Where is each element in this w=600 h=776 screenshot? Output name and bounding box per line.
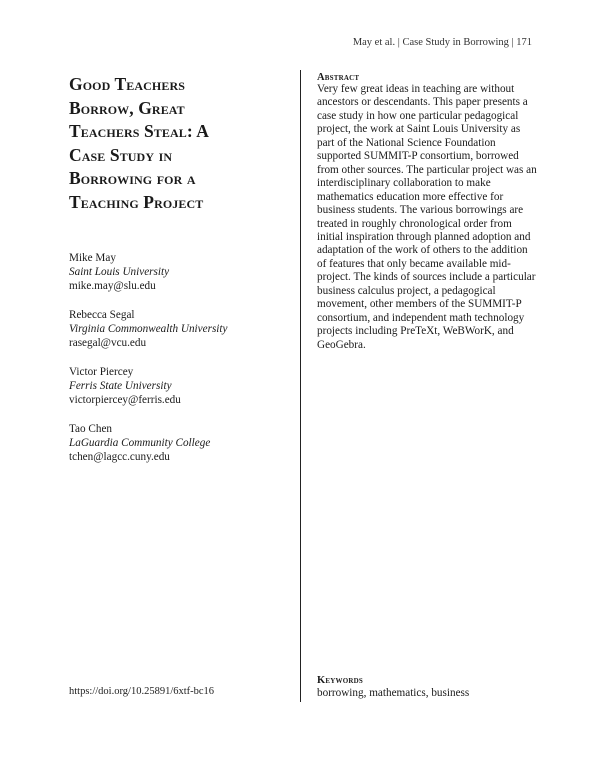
column-divider [300,70,301,702]
author-block [69,308,294,350]
doi-link[interactable]: https://doi.org/10.25891/6xtf-bc16 [69,686,215,697]
title-line: Teachers Steal: A [69,121,210,141]
author-name: Tao Chen [69,423,113,435]
author-affiliation: Virginia Commonwealth University [69,323,228,335]
title-line: Borrowing for a [69,168,196,188]
author-block [69,251,294,293]
author-email: tchen@lagcc.cuny.edu [69,451,170,463]
author-email: rasegal@vcu.edu [69,337,147,349]
paper-title [69,73,294,214]
title-line: Case Study in [69,144,173,165]
title-author-column [69,73,294,479]
abstract-heading: Abstract [317,72,360,83]
author-affiliation: LaGuardia Community College [69,437,211,449]
title-line: Teaching Project [69,191,204,212]
author-affiliation: Ferris State University [69,380,172,392]
author-list [69,251,294,464]
author-block [69,422,294,464]
author-block [69,365,294,407]
title-line: Borrow, Great [69,97,185,118]
keywords-text: borrowing, mathematics, business [317,687,470,699]
running-header: May et al. | Case Study in Borrowing | 171 [352,37,532,48]
keywords-section [317,675,539,700]
author-name: Victor Piercey [69,366,134,378]
author-name: Mike May [69,252,116,264]
author-email: mike.may@slu.edu [69,280,156,292]
author-name: Rebecca Segal [69,309,135,321]
title-line: Good Teachers [69,74,185,94]
author-email: victorpiercey@ferris.edu [69,394,181,406]
abstract-section [317,72,539,352]
abstract-text: Very few great ideas in teaching are without ancestors or descendants. This paper presents a case study in how one particular pedagogical project, the work at Saint Louis University as part of the National Science Foundation supported SUMMIT-P consortium, borrowed from other sources. The particular project was an interdisciplinary collaboration to make mathematics education more effective for business students. The various borrowings are treated in roughly chronological order from initial inspiration through planned adoption and adaptation of the work of others to the addition of features that only became available mid-project. The kinds of sources include a particular business calculus project, a pedagogical movement, other members of the SUMMIT-P consortium, and independent math technology projects including PreTeXt, WeBWorK, and GeoGebra. [317,83,537,351]
author-affiliation: Saint Louis University [69,266,170,278]
keywords-heading: Keywords [317,675,363,686]
